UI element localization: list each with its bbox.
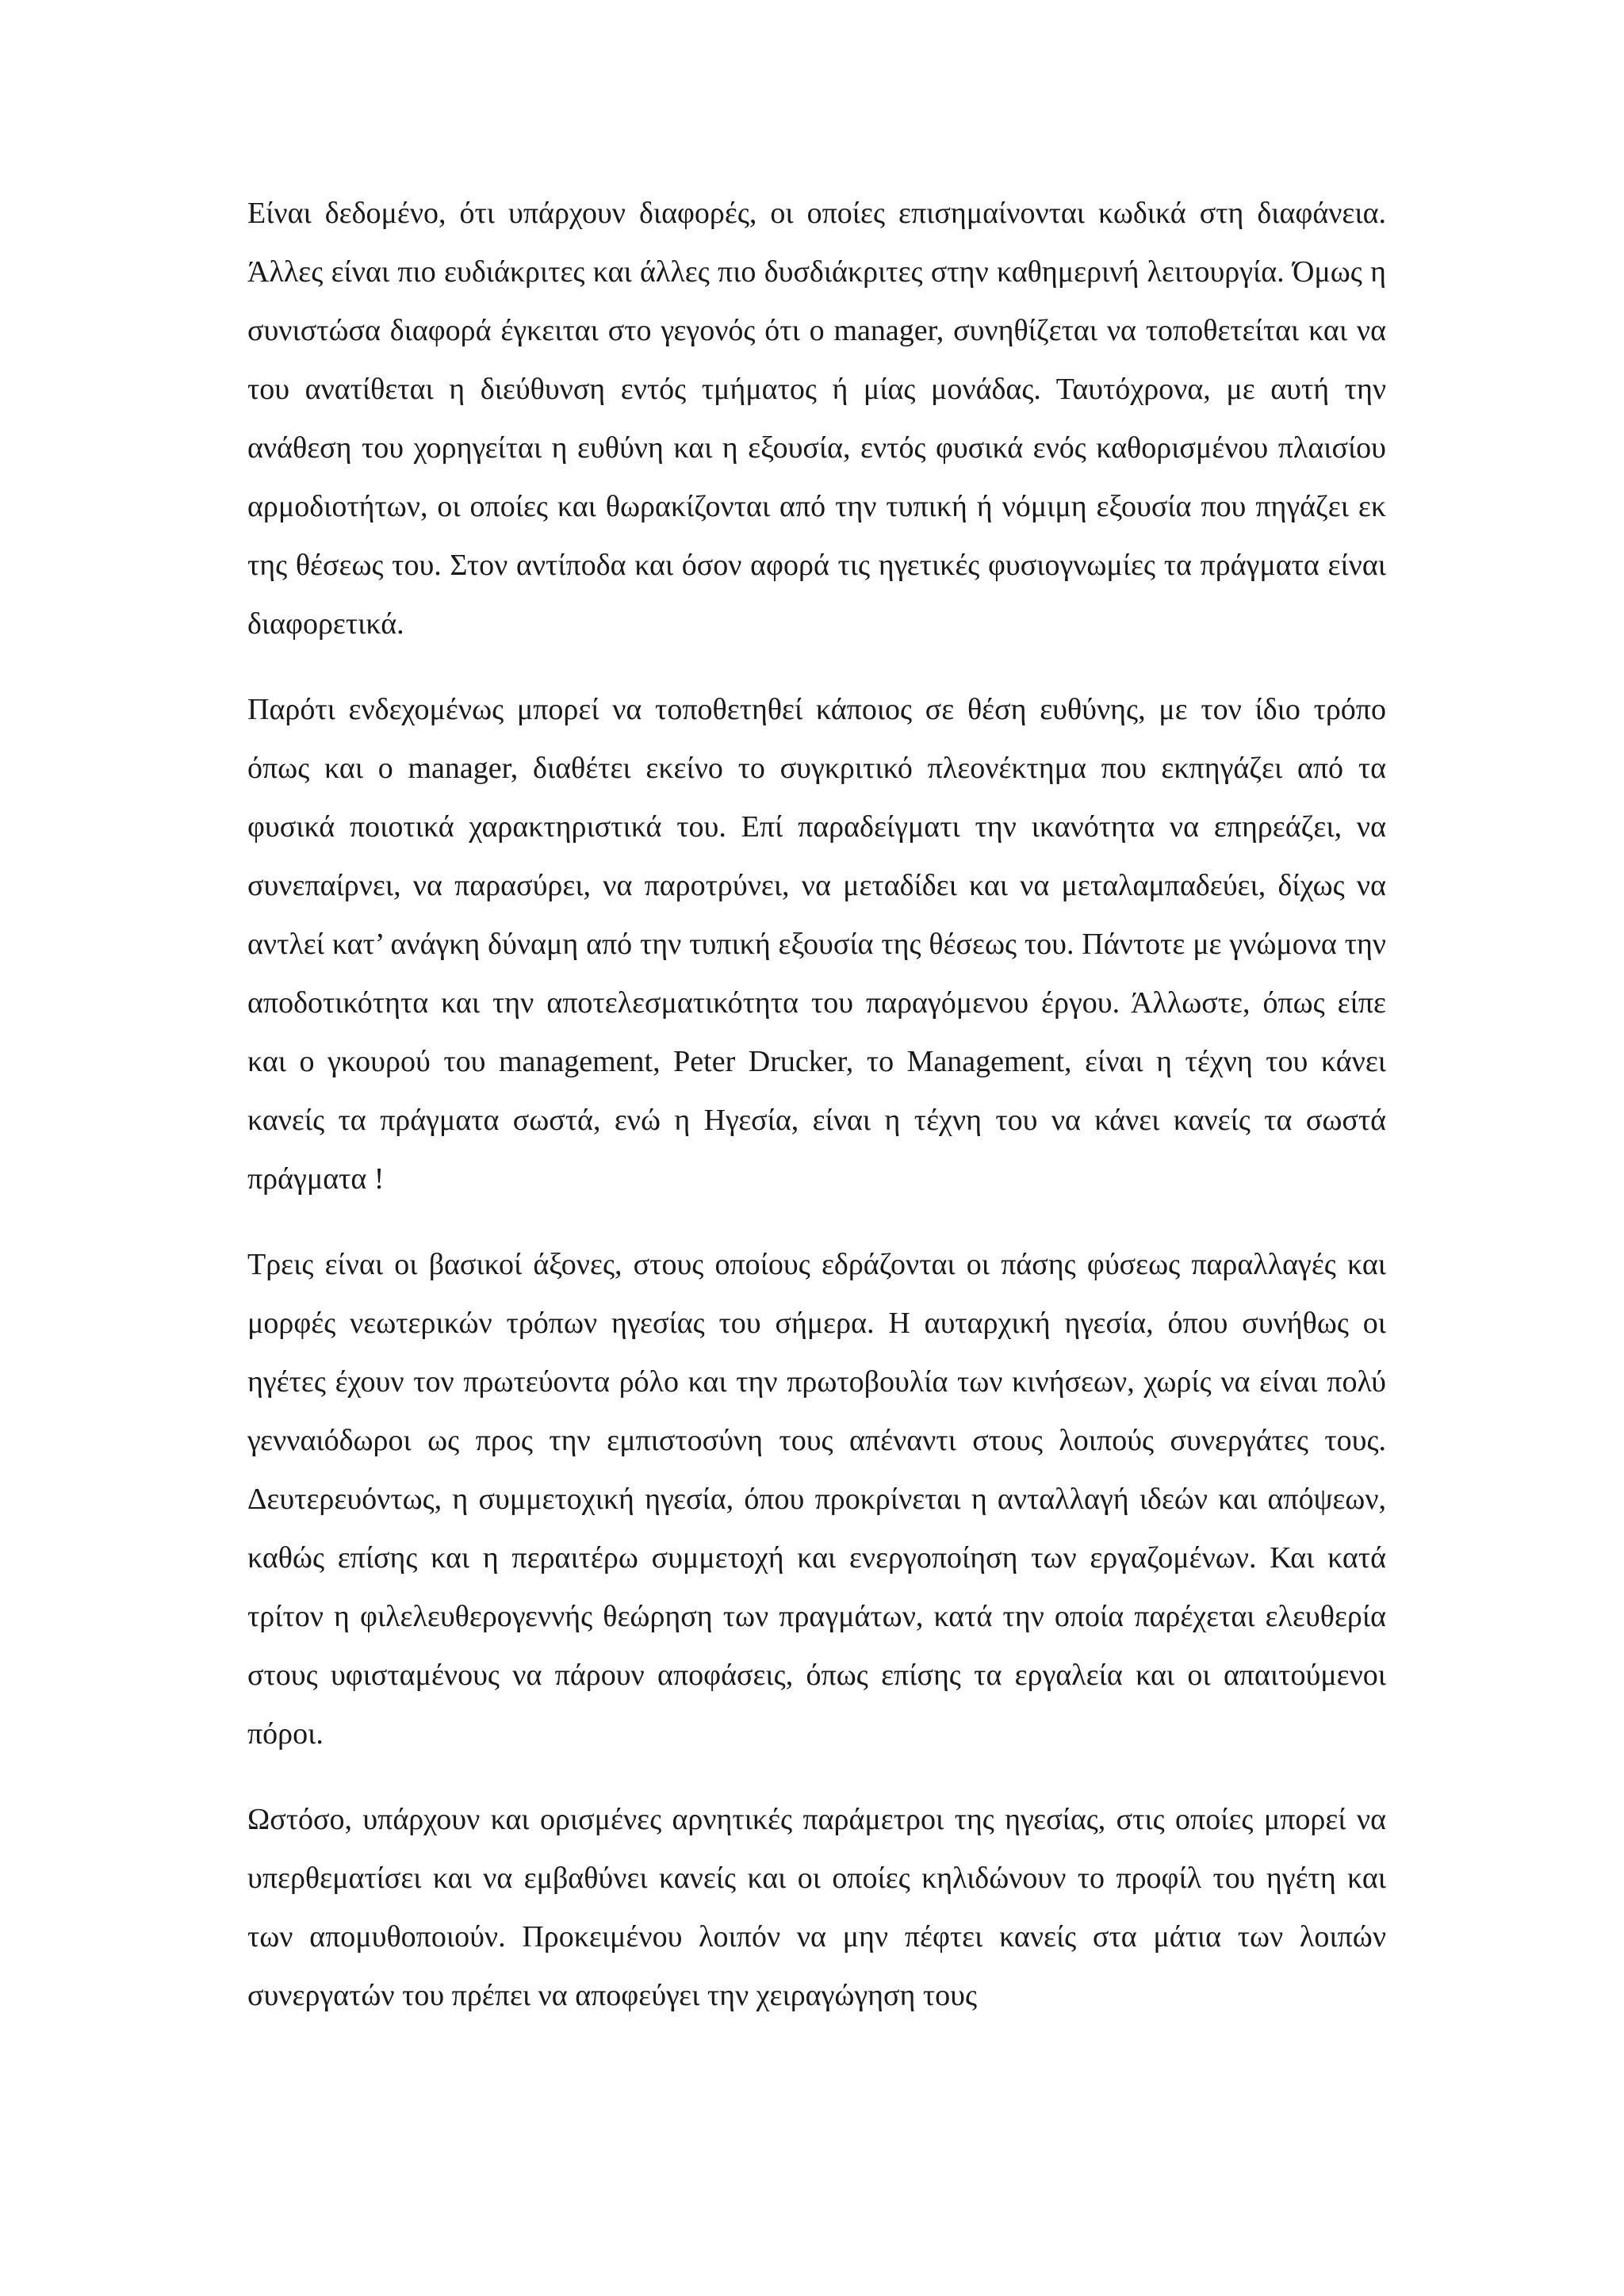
- paragraph-differences: Είναι δεδομένο, ότι υπάρχουν διαφορές, οι οποίες επισημαίνονται κωδικά στη διαφάνεια. Άλλες είναι πιο ευδιάκριτες και άλλες πιο δυσδιάκριτες στην καθημερινή λειτουργία. Όμως η συνιστώσα διαφορά έγκειται στο γεγονός ότι ο manager, συνηθίζεται να τοποθετείται και να του ανατίθεται η διεύθυνση εντός τμήματος ή μίας μονάδας. Ταυτόχρονα, με αυτή την ανάθεση του χορηγείται η ευθύνη και η εξουσία, εντός φυσικά ενός καθορισμένου πλαισίου αρμοδιοτήτων, οι οποίες και θωρακίζονται από την τυπική ή νόμιμη εξουσία που πηγάζει εκ της θέσεως του. Στον αντίποδα και όσον αφορά τις ηγετικές φυσιογνωμίες τα πράγματα είναι διαφορετικά.: [247, 197, 1386, 641]
- paragraph-negative-parameters: Ωστόσο, υπάρχουν και ορισμένες αρνητικές παράμετροι της ηγεσίας, στις οποίες μπορεί να υπερθεματίσει και να εμβαθύνει κανείς και οι οποίες κηλιδώνουν το προφίλ του ηγέτη και των απομυθοποιούν. Προκειμένου λοιπόν να μην πέφτει κανείς στα μάτια των λοιπών συνεργατών του πρέπει να αποφεύγει την χειραγώγηση τους: [247, 1803, 1386, 2012]
- paragraph-responsibility: Παρότι ενδεχομένως μπορεί να τοποθετηθεί κάποιος σε θέση ευθύνης, με τον ίδιο τρόπο όπως και ο manager, διαθέτει εκείνο το συγκριτικό πλεονέκτημα που εκπηγάζει από τα φυσικά ποιοτικά χαρακτηριστικά του. Επί παραδείγματι την ικανότητα να επηρεάζει, να συνεπαίρνει, να παρασύρει, να παροτρύνει, να μεταδίδει και να μεταλαμπαδεύει, δίχως να αντλεί κατ’ ανάγκη δύναμη από την τυπική εξουσία της θέσεως του. Πάντοτε με γνώμονα την αποδοτικότητα και την αποτελεσματικότητα του παραγόμενου έργου. Άλλωστε, όπως είπε και ο γκουρού του management, Peter Drucker, το Management, είναι η τέχνη του κάνει κανείς τα πράγματα σωστά, ενώ η Ηγεσία, είναι η τέχνη του να κάνει κανείς τα σωστά πράγματα !: [247, 693, 1386, 1196]
- document-page: [247, 184, 1386, 2052]
- paragraph-leadership-axes: Τρεις είναι οι βασικοί άξονες, στους οποίους εδράζονται οι πάσης φύσεως παραλλαγές και μορφές νεωτερικών τρόπων ηγεσίας του σήμερα. Η αυταρχική ηγεσία, όπου συνήθως οι ηγέτες έχουν τον πρωτεύοντα ρόλο και την πρωτοβουλία των κινήσεων, χωρίς να είναι πολύ γενναιόδωροι ως προς την εμπιστοσύνη τους απέναντι στους λοιπούς συνεργάτες τους. Δευτερευόντως, η συμμετοχική ηγεσία, όπου προκρίνεται η ανταλλαγή ιδεών και απόψεων, καθώς επίσης και η περαιτέρω συμμετοχή και ενεργοποίηση των εργαζομένων. Και κατά τρίτον η φιλελευθερογεννής θεώρηση των πραγμάτων, κατά την οποία παρέχεται ελευθερία στους υφισταμένους να πάρουν αποφάσεις, όπως επίσης τα εργαλεία και οι απαιτούμενοι πόροι.: [247, 1248, 1386, 1751]
